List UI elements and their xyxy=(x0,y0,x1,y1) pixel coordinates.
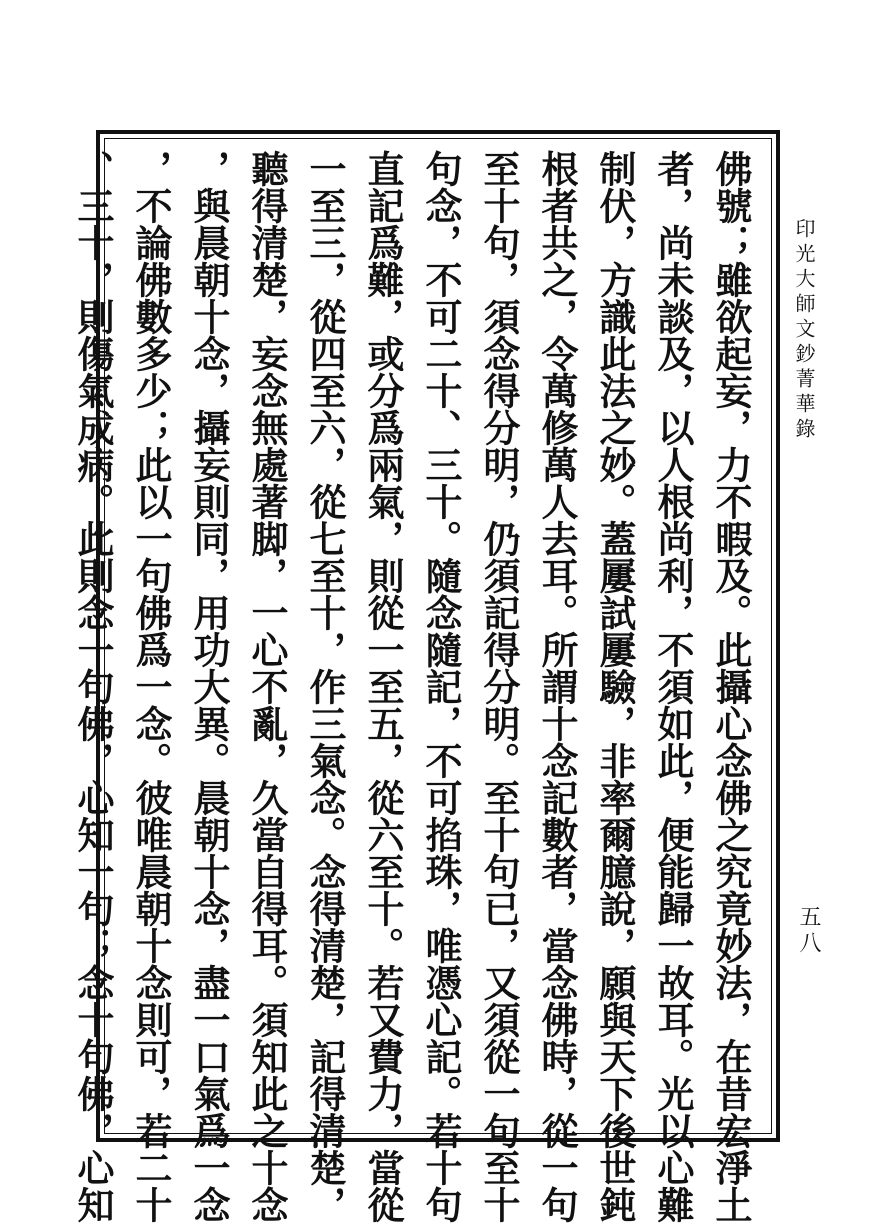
page-number: 五八 xyxy=(796,905,821,957)
running-title: 印光大師文鈔菁華錄 xyxy=(792,218,816,443)
body-text: 佛號；雖欲起妄，力不暇及。此攝心念佛之究竟妙法，在昔宏淨土 者，尚未談及，以人根尚利，不須如此，便能歸一故耳。光以心難 制伏，方識此法之妙。蓋屢試屢驗，非率爾臆說，願與天下後世鈍 根者共之，令萬修萬人去耳。所謂十念記數者，當念佛時，從一句 至十句，須念得分明，仍須記得分明。至十句已，又須從一句至十 句念，不可二十、三十。隨念隨記，不可掐珠，唯憑心記。若十句 直記爲難，或分爲兩氣，則從一至五，從六至十。若又費力，當從 一至三，從四至六，從七至十，作三氣念。念得清楚，記得清楚， 聽得清楚，妄念無處著脚，一心不亂，久當自得耳。須知此之十念 ，與晨朝十念，攝妄則同，用功大異。晨朝十念，盡一口氣爲一念 ，不論佛數多少；此以一句佛爲一念。彼唯晨朝十念則可，若二十 、三十，則傷氣成病。此則念一句佛，心知一句；念十句佛，心知 xyxy=(71,150,753,1223)
